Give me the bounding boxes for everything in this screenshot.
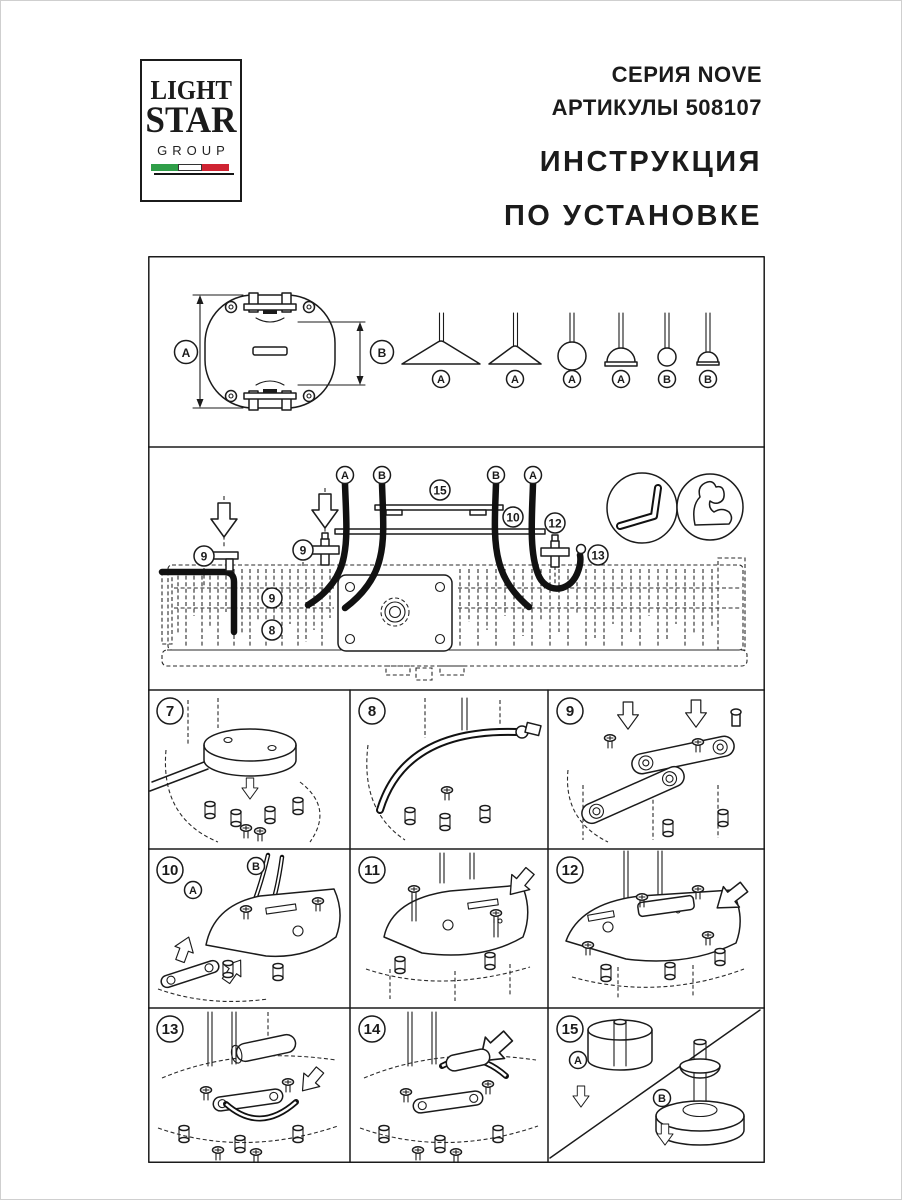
step-10 bbox=[157, 855, 340, 1001]
document-header bbox=[504, 58, 762, 232]
callout-15 bbox=[430, 480, 450, 500]
callout-9-mid bbox=[293, 540, 313, 560]
callout-text: 9 bbox=[200, 549, 208, 564]
down-arrow-mid bbox=[312, 494, 338, 528]
logo-word-star: STAR bbox=[145, 100, 237, 141]
callout-10 bbox=[503, 507, 523, 527]
callout-8 bbox=[262, 620, 282, 640]
callout-12 bbox=[545, 513, 565, 533]
step-number: 13 bbox=[161, 1021, 179, 1038]
shade-ball-small bbox=[658, 313, 676, 388]
step-15-label-a bbox=[570, 1052, 587, 1069]
callout-text: 8 bbox=[268, 623, 276, 638]
callout-text: 13 bbox=[591, 548, 605, 563]
chassis-drawing bbox=[162, 558, 747, 680]
logo-word-light: LIGHT bbox=[150, 75, 232, 105]
step-10-label-b bbox=[248, 858, 265, 875]
dimension-panel bbox=[175, 293, 720, 410]
step-9 bbox=[557, 698, 741, 842]
shade-label: A bbox=[511, 374, 519, 386]
callout-cable-a-left bbox=[337, 467, 354, 484]
shade-label: B bbox=[704, 374, 712, 386]
series-label: СЕРИЯ NOVE bbox=[611, 62, 762, 87]
callout-text: 9 bbox=[299, 543, 307, 558]
shade-cone-large bbox=[402, 313, 480, 388]
terminal-mid-drawing bbox=[311, 533, 339, 565]
step-8 bbox=[359, 698, 541, 840]
callout-9-inner bbox=[262, 588, 282, 608]
callout-9-left bbox=[194, 546, 214, 566]
callout-cable-b-right bbox=[488, 467, 505, 484]
variant-label: B bbox=[658, 1093, 666, 1105]
step-14 bbox=[359, 1012, 538, 1162]
step-number: 8 bbox=[367, 703, 377, 720]
callout-cable-b-left bbox=[374, 467, 391, 484]
shade-label: A bbox=[617, 374, 625, 386]
step-10-illustration bbox=[158, 855, 340, 1001]
callout-text: A bbox=[341, 470, 349, 482]
shade-label: A bbox=[437, 374, 445, 386]
callout-text: 10 bbox=[506, 510, 520, 525]
flag-underline bbox=[154, 173, 234, 175]
callout-text: B bbox=[378, 470, 386, 482]
callout-cable-a-right bbox=[525, 467, 542, 484]
articles-label: АРТИКУЛЫ 508107 bbox=[551, 95, 762, 120]
step-14-illustration bbox=[360, 1012, 538, 1162]
step-12-illustration bbox=[566, 851, 752, 999]
shade-label: A bbox=[568, 374, 576, 386]
step-10-label-a bbox=[185, 882, 202, 899]
step-number: 12 bbox=[561, 862, 579, 879]
shade-ball-large bbox=[558, 313, 586, 388]
step-11-illustration bbox=[366, 853, 539, 1001]
cable-label: B bbox=[252, 861, 260, 873]
step-15 bbox=[550, 1010, 760, 1158]
step-12 bbox=[557, 851, 752, 999]
instruction-diagrams bbox=[148, 256, 765, 1163]
flag-white-stripe bbox=[178, 164, 202, 171]
down-arrow-left bbox=[211, 503, 237, 537]
callout-text: 12 bbox=[548, 516, 562, 531]
cable-label: A bbox=[189, 885, 197, 897]
step-15-label-b bbox=[654, 1090, 671, 1107]
flag-green-stripe bbox=[151, 164, 178, 171]
title-line-2: ПО УСТАНОВКЕ bbox=[503, 200, 762, 232]
step-13-illustration bbox=[158, 1012, 338, 1162]
step-13 bbox=[157, 1012, 338, 1162]
dimension-a-label: A bbox=[181, 346, 191, 360]
variant-label: A bbox=[574, 1055, 582, 1067]
title-line-1: ИНСТРУКЦИЯ bbox=[539, 146, 762, 178]
italian-flag-icon bbox=[151, 164, 231, 171]
callout-13 bbox=[588, 545, 608, 565]
step-number: 11 bbox=[364, 862, 380, 879]
shade-dome-large bbox=[605, 313, 637, 388]
ceiling-plate-drawing bbox=[205, 293, 335, 410]
dimension-b-label: B bbox=[377, 346, 387, 360]
step-11 bbox=[359, 853, 539, 1001]
shade-dome-small bbox=[697, 313, 719, 388]
lightstar-logo bbox=[140, 59, 242, 202]
shade-label: B bbox=[663, 374, 671, 386]
overview-panel bbox=[162, 467, 747, 681]
shade-cone-small bbox=[489, 313, 541, 388]
cable-end-loop bbox=[577, 545, 586, 554]
step-number: 7 bbox=[165, 703, 175, 720]
logo-word-group: GROUP bbox=[157, 143, 230, 159]
callout-text: B bbox=[492, 470, 500, 482]
callout-text: 15 bbox=[433, 483, 447, 498]
step-number: 10 bbox=[161, 862, 179, 879]
flex-arm-icon bbox=[677, 474, 743, 540]
step-number: 9 bbox=[565, 703, 575, 720]
callout-text: A bbox=[529, 470, 537, 482]
step-number: 14 bbox=[363, 1021, 381, 1038]
terminal-right-drawing bbox=[541, 535, 569, 567]
callout-text: 9 bbox=[268, 591, 276, 606]
hex-key-icon bbox=[607, 473, 677, 543]
step-9-illustration bbox=[565, 700, 742, 842]
step-number: 15 bbox=[561, 1021, 579, 1038]
flag-red-stripe bbox=[202, 164, 229, 171]
step-8-illustration bbox=[367, 698, 541, 840]
step-7 bbox=[150, 698, 320, 842]
